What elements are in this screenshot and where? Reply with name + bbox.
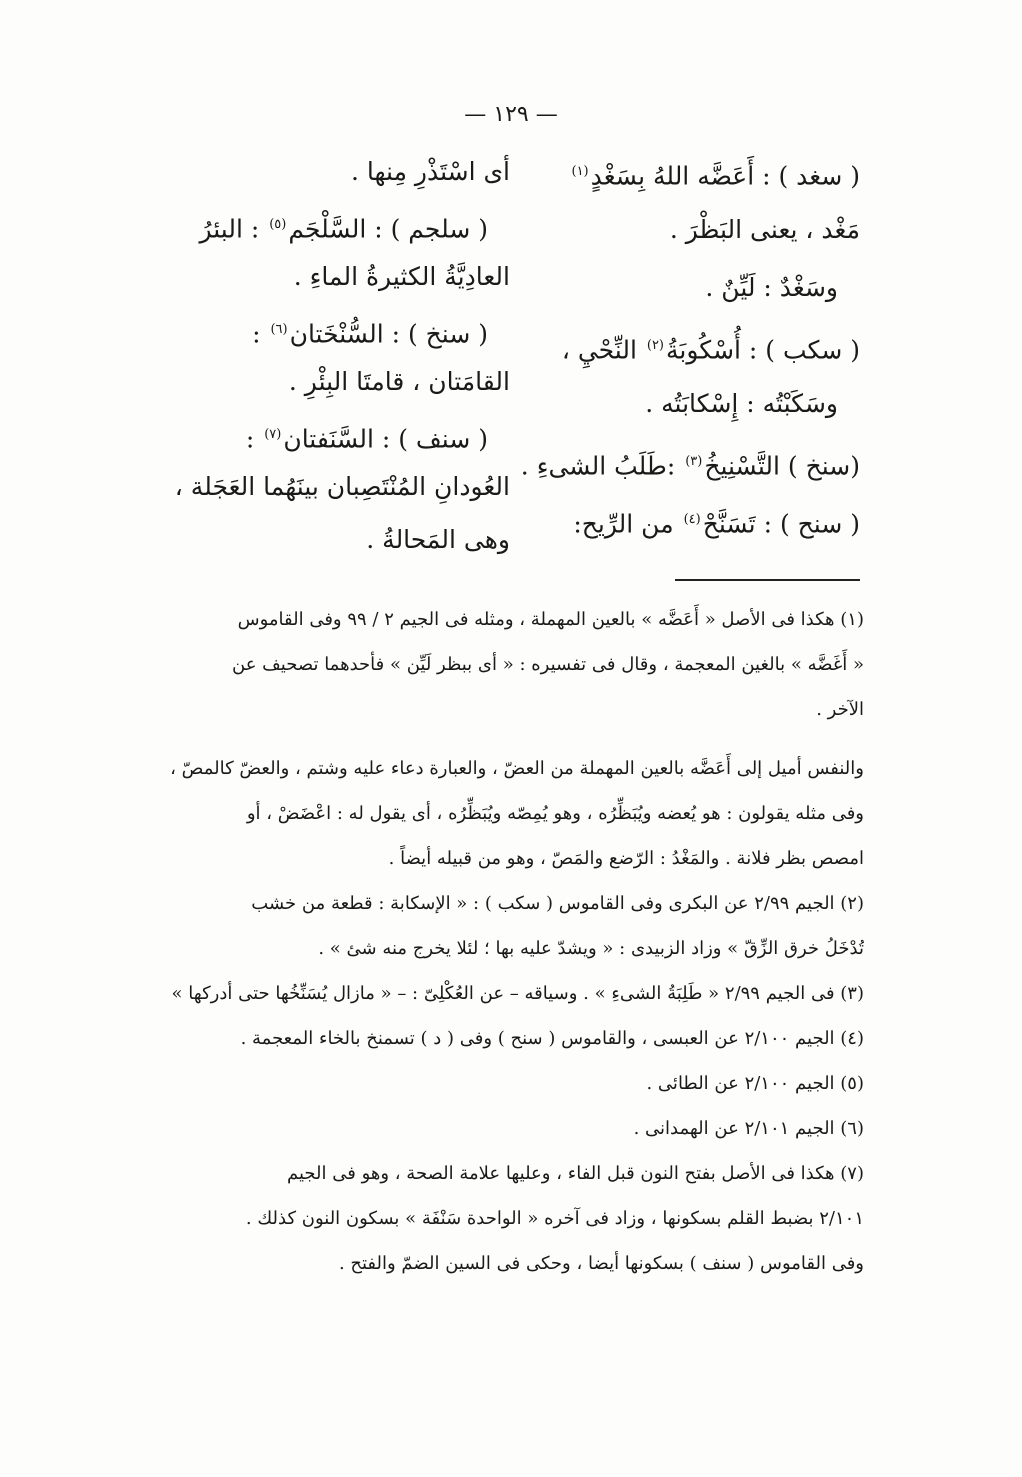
entry-line: العادِيَّةُ الكثيرةُ الماءِ . <box>293 262 510 291</box>
entry-line: ( سكب ) : أُسْكُوبَةُ$^{(٢)}$ النِّحْيِ ، <box>561 335 860 365</box>
footnote-line: وفى مثله يقولون : هو يُعضه ويُبَظِّرُه ، وهو يُمِصّه ويُبَظِّرُه ، أى يقول له : اعْضَضْ ، أو <box>246 803 864 824</box>
entry-line: مَغْد ، يعنى البَظْرَ . <box>669 215 860 244</box>
footnote-line: (١) هكذا فى الأصل « أَعَضَّه » بالعين المهملة ، ومثله فى الجيم ٢ / ٩٩ وفى القاموس <box>237 609 864 630</box>
entry-line: العُودانِ المُنْتَصِبان بينَهُما العَجَلة ، <box>174 472 510 501</box>
page-number: — ١٢٩ — <box>464 102 558 127</box>
footnote-line: (٣) فى الجيم ٢/٩٩ « طَلِبَةُ الشىءِ » . وسياقه – عن العُكْلِىّ : – « مازال يُسَنِّخُها حتى أدركها » <box>171 983 864 1004</box>
dictionary-entries <box>160 150 860 570</box>
footnote-line: ٢/١٠١ بضبط القلم بسكونها ، وزاد فى آخره « الواحدة سَنْفَة » بسكون النون كذلك . <box>245 1208 864 1229</box>
entry-line: ( سغد ) : أَعَضَّه اللهُ بِسَغْدٍ$^{(١)}$ <box>571 161 860 191</box>
entry-line: ( سنخ ) : السُّنْخَتان$^{(٦)}$ : <box>252 318 488 348</box>
footnote-line: (٥) الجيم ٢/١٠٠ عن الطائى . <box>646 1073 864 1094</box>
footnotes <box>158 602 864 1291</box>
entry-line: ( سلجم ) : السَّلْجَم$^{(٥)}$ : البئرُ <box>199 213 488 243</box>
entry-line: أى اسْتَذْرِ مِنها . <box>350 157 510 186</box>
footnote-marker[interactable]: (٧) <box>264 426 282 442</box>
footnote-line: تُدْخَلُ خرق الزِّقّ » وزاد الزبيدى : « ويشدّ عليه بها ؛ لئلا يخرج منه شئ » . <box>318 938 864 959</box>
entry-line: ( سنف ) : السَّنَفتان$^{(٧)}$ : <box>245 423 488 453</box>
entry-line: وسَغْدٌ : لَيِّنٌ . <box>705 273 838 302</box>
footnote-marker[interactable]: (١) <box>571 164 589 179</box>
entry-line: وهى المَحالةُ . <box>366 524 510 554</box>
footnote-marker[interactable]: (٦) <box>270 321 288 337</box>
footnote-line: (٦) الجيم ٢/١٠١ عن الهمدانى . <box>633 1118 864 1139</box>
entry-line: وسَكَبْتُه : إِسْكابَتُه . <box>645 389 838 418</box>
footnote-line: (٧) هكذا فى الأصل بفتح النون قبل الفاء ، وعليها علامة الصحة ، وهو فى الجيم <box>287 1163 864 1184</box>
footnote-line: (٤) الجيم ٢/١٠٠ عن العبسى ، والقاموس ( سنح ) وفى ( د ) تسمنخ بالخاء المعجمة . <box>240 1028 864 1049</box>
left-column <box>160 150 510 570</box>
right-column <box>510 150 860 570</box>
footnote-line: (٢) الجيم ٢/٩٩ عن البكرى وفى القاموس ( سكب ) : « الإسكابة : قطعة من خشب <box>251 893 864 914</box>
entry-line: القامَتان ، قامتَا البِئْرِ . <box>288 367 510 396</box>
footnote-line: والنفس أميل إلى أَعَضَّه بالعين المهملة من العضّ ، والعبارة دعاء عليه وشتم ، والعضّ كالمصّ ، <box>170 758 864 779</box>
footnote-marker[interactable]: (٥) <box>269 216 287 232</box>
footnote-marker[interactable]: (٢) <box>646 338 664 353</box>
footnote-marker[interactable]: (٣) <box>685 454 703 469</box>
footnote-line: الآخر . <box>816 699 864 720</box>
entry-line: (سنخ ) التَّسْنِيخُ$^{(٣)}$ :طَلَبُ الشىءِ . <box>520 451 860 481</box>
footnote-line: امصص بظر فلانة . والمَغْدُ : الرّضع والمَصّ ، وهو من قبيله أيضاً . <box>388 848 864 869</box>
footnote-divider <box>675 579 860 581</box>
footnote-line: وفى القاموس ( سنف ) بسكونها أيضا ، وحكى فى السين الضمّ والفتح . <box>338 1253 864 1274</box>
footnote-line: « أَغَضَّه » بالغين المعجمة ، وقال فى تفسيره : « أى ببظر لَيِّن » فأحدهما تصحيف عن <box>232 654 864 675</box>
footnote-marker[interactable]: (٤) <box>683 512 701 527</box>
entry-line: ( سنح ) : تَسَنَّحْ$^{(٤)}$ من الرِّيح: <box>573 509 860 539</box>
